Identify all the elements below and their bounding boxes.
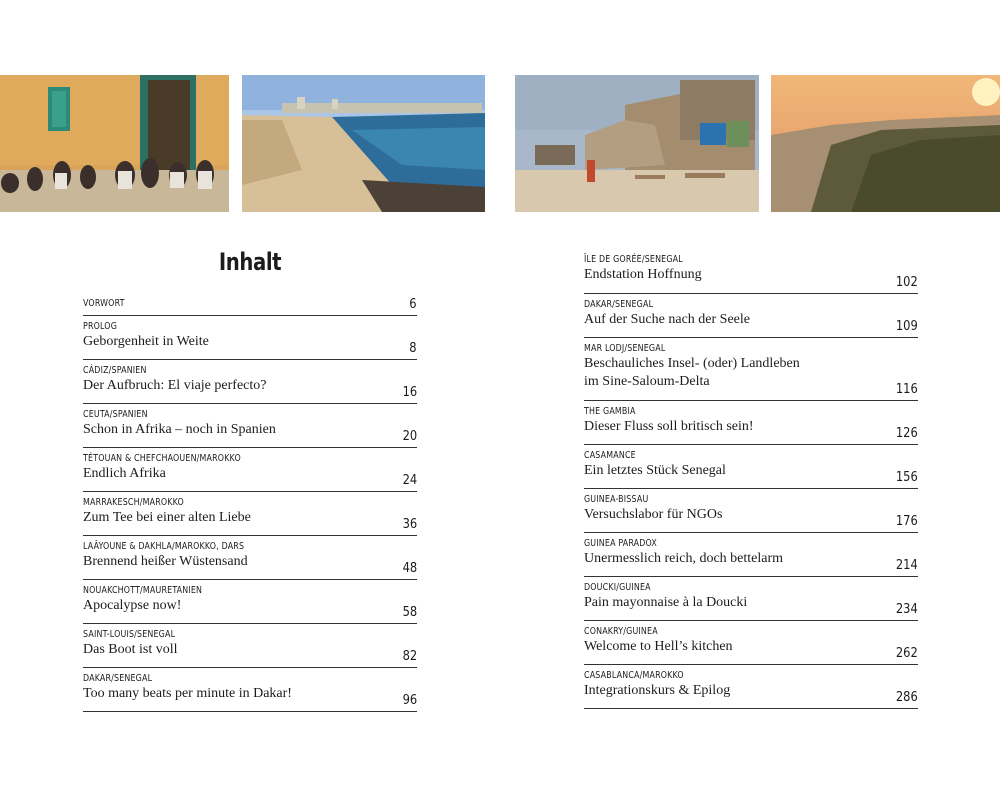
toc-page-number: 156 [896, 469, 918, 485]
toc-chapter-title: im Sine-Saloum-Delta [584, 374, 710, 389]
toc-entry[interactable] [83, 360, 417, 404]
toc-location-label: CONAKRY/GUINEA [584, 626, 658, 637]
toc-location-label: VORWORT [83, 298, 125, 309]
toc-page-number: 24 [402, 472, 417, 488]
toc-location-label: DAKAR/SENEGAL [83, 673, 153, 684]
toc-chapter-title: Auf der Suche nach der Seele [584, 312, 750, 327]
toc-chapter-title: Geborgenheit in Weite [83, 334, 209, 349]
toc-entry[interactable] [83, 404, 417, 448]
toc-location-label: MARRAKESCH/MAROKKO [83, 497, 184, 508]
toc-entry[interactable] [584, 254, 918, 294]
toc-entry[interactable] [584, 489, 918, 533]
toc-right-column [584, 254, 918, 709]
toc-chapter-title: Zum Tee bei einer alten Liebe [83, 510, 251, 525]
toc-page-number: 36 [402, 516, 417, 532]
toc-page-number: 126 [896, 425, 918, 441]
toc-entry[interactable] [83, 536, 417, 580]
toc-entry[interactable] [584, 665, 918, 709]
toc-location-label: LAÂYOUNE & DAKHLA/MAROKKO, DARS [83, 541, 245, 552]
toc-page-number: 96 [402, 692, 417, 708]
toc-entry[interactable] [584, 533, 918, 577]
toc-entry[interactable] [83, 292, 417, 316]
toc-location-label: GUINEA-BISSAU [584, 494, 649, 505]
toc-entry[interactable] [584, 577, 918, 621]
toc-page-number: 262 [896, 645, 918, 661]
toc-location-label: CÁDIZ/SPANIEN [83, 365, 147, 376]
toc-page-number: 234 [896, 601, 918, 617]
toc-chapter-title: Endlich Afrika [83, 466, 166, 481]
toc-chapter-title: Der Aufbruch: El viaje perfecto? [83, 378, 267, 393]
toc-location-label: ÎLE DE GORÉE/SENEGAL [584, 254, 683, 265]
toc-entry[interactable] [83, 316, 417, 360]
toc-chapter-title: Versuchslabor für NGOs [584, 507, 723, 522]
toc-location-label: DOUCKI/GUINEA [584, 582, 651, 593]
toc-chapter-title-line1: Beschauliches Insel- (oder) Landleben [584, 356, 800, 371]
toc-chapter-title: Das Boot ist voll [83, 642, 178, 657]
toc-location-label: CASAMANCE [584, 450, 636, 461]
toc-page-number: 214 [896, 557, 918, 573]
toc-page-number: 176 [896, 513, 918, 529]
toc-page-number: 58 [402, 604, 417, 620]
toc-chapter-title: Dieser Fluss soll britisch sein! [584, 419, 754, 434]
toc-location-label: GUINEA PARADOX [584, 538, 657, 549]
toc-chapter-title: Endstation Hoffnung [584, 267, 702, 282]
toc-location-label: MAR LODJ/SENEGAL [584, 343, 666, 354]
toc-page-number: 20 [402, 428, 417, 444]
photo-coastline-beach [242, 75, 485, 212]
toc-location-label: PROLOG [83, 321, 118, 332]
toc-location-label: THE GAMBIA [584, 406, 636, 417]
toc-left-column [83, 292, 417, 712]
toc-chapter-title: Too many beats per minute in Dakar! [83, 686, 292, 701]
toc-page-number: 286 [896, 689, 918, 705]
toc-chapter-title: Integrationskurs & Epilog [584, 683, 731, 698]
toc-chapter-title: Welcome to Hell’s kitchen [584, 639, 733, 654]
page-title: Inhalt [218, 248, 282, 276]
photo-sunset-cliffs [771, 75, 1000, 212]
toc-location-label: CASABLANCA/MAROKKO [584, 670, 684, 681]
toc-chapter-title: Unermesslich reich, doch bettelarm [584, 551, 784, 566]
toc-location-label: NOUAKCHOTT/MAURETANIEN [83, 585, 203, 596]
toc-location-label: CEUTA/SPANIEN [83, 409, 148, 420]
toc-chapter-title: Schon in Afrika – noch in Spanien [83, 422, 276, 437]
toc-location-label: SAINT-LOUIS/SENEGAL [83, 629, 176, 640]
toc-location-label: DAKAR/SENEGAL [584, 299, 654, 310]
toc-entry[interactable] [83, 492, 417, 536]
toc-entry[interactable] [584, 445, 918, 489]
toc-entry[interactable] [83, 448, 417, 492]
photo-ruins-on-beach [515, 75, 759, 212]
toc-page-number: 109 [896, 318, 918, 334]
toc-entry[interactable] [83, 624, 417, 668]
toc-chapter-title: Pain mayonnaise à la Doucki [584, 595, 748, 610]
toc-page-number: 8 [409, 340, 417, 356]
toc-entry[interactable] [83, 580, 417, 624]
toc-chapter-title: Brennend heißer Wüstensand [83, 554, 248, 569]
toc-page-number: 6 [409, 296, 417, 312]
toc-entry[interactable] [83, 668, 417, 712]
toc-chapter-title: Ein letztes Stück Senegal [584, 463, 726, 478]
toc-page-number: 82 [402, 648, 417, 664]
photo-people-orange-building [0, 75, 229, 212]
toc-page-number: 48 [402, 560, 417, 576]
toc-page-number: 16 [402, 384, 417, 400]
toc-page-number: 116 [896, 381, 918, 397]
toc-entry[interactable] [584, 338, 918, 401]
toc-chapter-title: Apocalypse now! [83, 598, 182, 613]
toc-entry[interactable] [584, 294, 918, 338]
toc-page-number: 102 [896, 274, 918, 290]
toc-entry[interactable] [584, 401, 918, 445]
toc-entry[interactable] [584, 621, 918, 665]
toc-location-label: TÉTOUAN & CHEFCHAOUEN/MAROKKO [83, 453, 241, 464]
